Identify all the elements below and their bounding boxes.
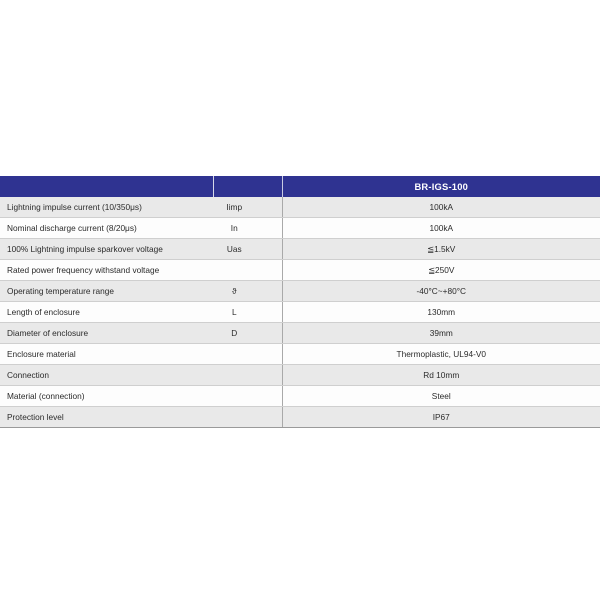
cell-parameter-value: ≦250V — [282, 260, 600, 281]
cell-parameter-label: Length of enclosure — [0, 302, 213, 323]
cell-parameter-value: 100kA — [282, 197, 600, 218]
cell-parameter-symbol: L — [213, 302, 282, 323]
table-row — [0, 344, 600, 365]
table-row — [0, 197, 600, 218]
cell-parameter-symbol: ϑ — [213, 281, 282, 302]
cell-parameter-symbol — [213, 260, 282, 281]
cell-parameter-symbol: Iimp — [213, 197, 282, 218]
table-row — [0, 323, 600, 344]
cell-parameter-value: IP67 — [282, 407, 600, 428]
table-row — [0, 407, 600, 428]
cell-parameter-symbol — [213, 386, 282, 407]
cell-parameter-label: Lightning impulse current (10/350μs) — [0, 197, 213, 218]
header-cell-model: BR-IGS-100 — [282, 176, 600, 197]
cell-parameter-value: 39mm — [282, 323, 600, 344]
cell-parameter-label: Material (connection) — [0, 386, 213, 407]
cell-parameter-symbol: In — [213, 218, 282, 239]
cell-parameter-label: Enclosure material — [0, 344, 213, 365]
cell-parameter-symbol: Uas — [213, 239, 282, 260]
table-row — [0, 260, 600, 281]
cell-parameter-value: Steel — [282, 386, 600, 407]
cell-parameter-label: Operating temperature range — [0, 281, 213, 302]
cell-parameter-symbol — [213, 344, 282, 365]
cell-parameter-symbol — [213, 407, 282, 428]
cell-parameter-symbol: D — [213, 323, 282, 344]
cell-parameter-value: Thermoplastic, UL94-V0 — [282, 344, 600, 365]
table-row — [0, 239, 600, 260]
cell-parameter-label: Rated power frequency withstand voltage — [0, 260, 213, 281]
table-row — [0, 281, 600, 302]
table-header — [0, 176, 600, 197]
cell-parameter-value: Rd 10mm — [282, 365, 600, 386]
cell-parameter-value: 100kA — [282, 218, 600, 239]
header-cell-parameter — [0, 176, 213, 197]
table-row — [0, 218, 600, 239]
cell-parameter-label: Protection level — [0, 407, 213, 428]
header-cell-symbol — [213, 176, 282, 197]
table-row — [0, 302, 600, 323]
cell-parameter-label: Nominal discharge current (8/20μs) — [0, 218, 213, 239]
specification-table-container — [0, 176, 600, 428]
cell-parameter-value: 130mm — [282, 302, 600, 323]
specification-table — [0, 176, 600, 428]
cell-parameter-symbol — [213, 365, 282, 386]
cell-parameter-label: Diameter of enclosure — [0, 323, 213, 344]
table-row — [0, 386, 600, 407]
cell-parameter-value: -40°C~+80°C — [282, 281, 600, 302]
table-header-row — [0, 176, 600, 197]
table-body — [0, 197, 600, 428]
cell-parameter-value: ≦1.5kV — [282, 239, 600, 260]
cell-parameter-label: 100% Lightning impulse sparkover voltage — [0, 239, 213, 260]
table-row — [0, 365, 600, 386]
cell-parameter-label: Connection — [0, 365, 213, 386]
